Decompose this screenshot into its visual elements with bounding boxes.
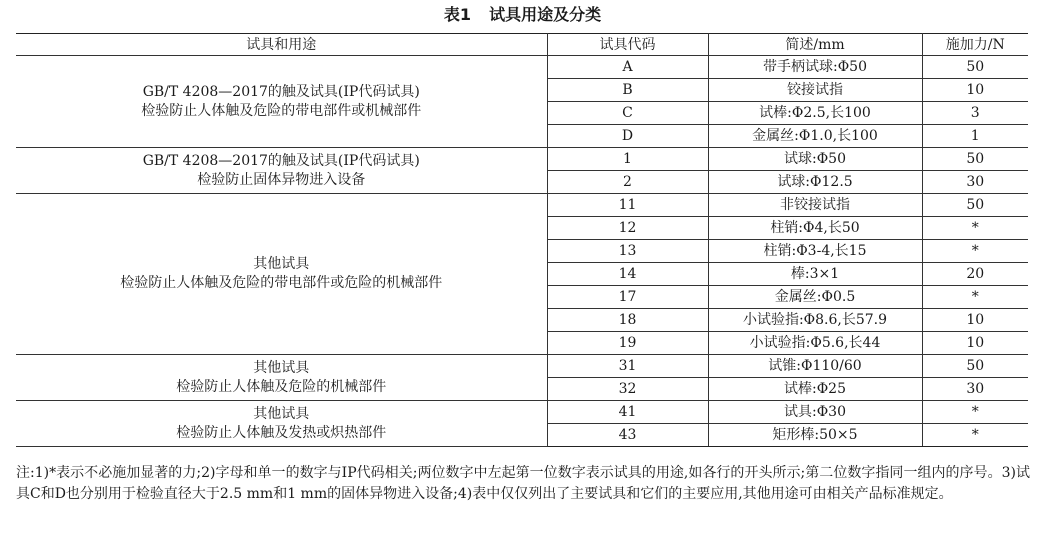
desc-cell: 小试验指:Φ5.6,长44	[708, 332, 922, 355]
force-cell: *	[922, 286, 1028, 309]
code-cell: 13	[547, 240, 708, 263]
usage-line-1: 其他试具	[253, 256, 310, 272]
usage-line-2: 检验防止人体触及发热或炽热部件	[176, 424, 387, 441]
table-number: 表1	[443, 5, 472, 24]
table-row	[16, 401, 1028, 424]
header-force: 施加力/N	[922, 34, 1028, 56]
desc-cell: 矩形棒:50×5	[708, 424, 922, 447]
force-cell: 50	[922, 148, 1028, 171]
force-cell: *	[922, 217, 1028, 240]
table-caption	[0, 4, 1045, 26]
test-probe-table	[16, 33, 1028, 447]
usage-line-1: 其他试具	[253, 405, 310, 422]
force-cell: 50	[922, 194, 1028, 217]
usage-line-2: 检验防止人体触及危险的带电部件或机械部件	[141, 102, 422, 119]
code-cell: 32	[547, 378, 708, 401]
desc-cell: 柱销:Φ3-4,长15	[708, 240, 922, 263]
force-cell: *	[922, 401, 1028, 424]
table-row	[16, 56, 1028, 79]
force-cell: 50	[922, 56, 1028, 79]
usage-cell-group-5	[16, 401, 547, 447]
table-row	[16, 148, 1028, 171]
force-cell: *	[922, 424, 1028, 447]
usage-line-1: GB/T 4208—2017的触及试具(IP代码试具)	[142, 152, 420, 169]
desc-cell: 试球:Φ12.5	[708, 171, 922, 194]
code-cell: 31	[547, 355, 708, 378]
usage-line-2: 检验防止固体异物进入设备	[197, 171, 366, 188]
table-footnote: 注:1)*表示不必施加显著的力;2)字母和单一的数字与IP代码相关;两位数字中左起第一位数字表示试具的用途,如各行的开头所示;第二位数字指同一组内的序号。3)试具C和D也分别用于检验直径大于2.5 mm和1 mm的固体异物进入设备;4)表中仅仅列出了主要试具和它们的主要应用,其他用途可由相关产品标准规定。	[16, 465, 1030, 502]
header-code: 试具代码	[547, 34, 708, 56]
code-cell: D	[547, 125, 708, 148]
force-cell: *	[922, 240, 1028, 263]
code-cell: 17	[547, 286, 708, 309]
table-row	[16, 355, 1028, 378]
desc-cell: 柱销:Φ4,长50	[708, 217, 922, 240]
header-row	[16, 34, 1028, 56]
usage-line-2: 检验防止人体触及危险的带电部件或危险的机械部件	[120, 275, 443, 291]
usage-cell-group-4	[16, 355, 547, 401]
desc-cell: 棒:3×1	[708, 263, 922, 286]
code-cell: B	[547, 79, 708, 102]
usage-line-2: 检验防止人体触及危险的机械部件	[176, 378, 387, 395]
code-cell: 18	[547, 309, 708, 332]
code-cell: 1	[547, 148, 708, 171]
desc-cell: 带手柄试球:Φ50	[708, 56, 922, 79]
code-cell: A	[547, 56, 708, 79]
force-cell: 10	[922, 332, 1028, 355]
desc-cell: 试具:Φ30	[708, 401, 922, 424]
code-cell: 14	[547, 263, 708, 286]
table-title: 试具用途及分类	[489, 5, 602, 24]
table-row	[16, 194, 1028, 217]
force-cell: 20	[922, 263, 1028, 286]
force-cell: 30	[922, 378, 1028, 401]
desc-cell: 试棒:Φ25	[708, 378, 922, 401]
force-cell: 30	[922, 171, 1028, 194]
desc-cell: 小试验指:Φ8.6,长57.9	[708, 309, 922, 332]
desc-cell: 试锥:Φ110/60	[708, 355, 922, 378]
usage-line-1: 其他试具	[253, 359, 310, 376]
desc-cell: 非铰接试指	[708, 194, 922, 217]
header-usage: 试具和用途	[16, 34, 547, 56]
force-cell: 50	[922, 355, 1028, 378]
desc-cell: 铰接试指	[708, 79, 922, 102]
code-cell: 12	[547, 217, 708, 240]
code-cell: 41	[547, 401, 708, 424]
usage-cell-group-1	[16, 56, 547, 148]
usage-line-1: GB/T 4208—2017的触及试具(IP代码试具)	[142, 83, 420, 100]
force-cell: 10	[922, 79, 1028, 102]
desc-cell: 金属丝:Φ1.0,长100	[708, 125, 922, 148]
code-cell: 11	[547, 194, 708, 217]
force-cell: 10	[922, 309, 1028, 332]
code-cell: 19	[547, 332, 708, 355]
usage-cell-group-2	[16, 148, 547, 194]
code-cell: 2	[547, 171, 708, 194]
code-cell: C	[547, 102, 708, 125]
desc-cell: 试棒:Φ2.5,长100	[708, 102, 922, 125]
code-cell: 43	[547, 424, 708, 447]
desc-cell: 试球:Φ50	[708, 148, 922, 171]
desc-cell: 金属丝:Φ0.5	[708, 286, 922, 309]
force-cell: 3	[922, 102, 1028, 125]
header-desc: 简述/mm	[708, 34, 922, 56]
force-cell: 1	[922, 125, 1028, 148]
usage-cell-group-3	[16, 194, 547, 355]
